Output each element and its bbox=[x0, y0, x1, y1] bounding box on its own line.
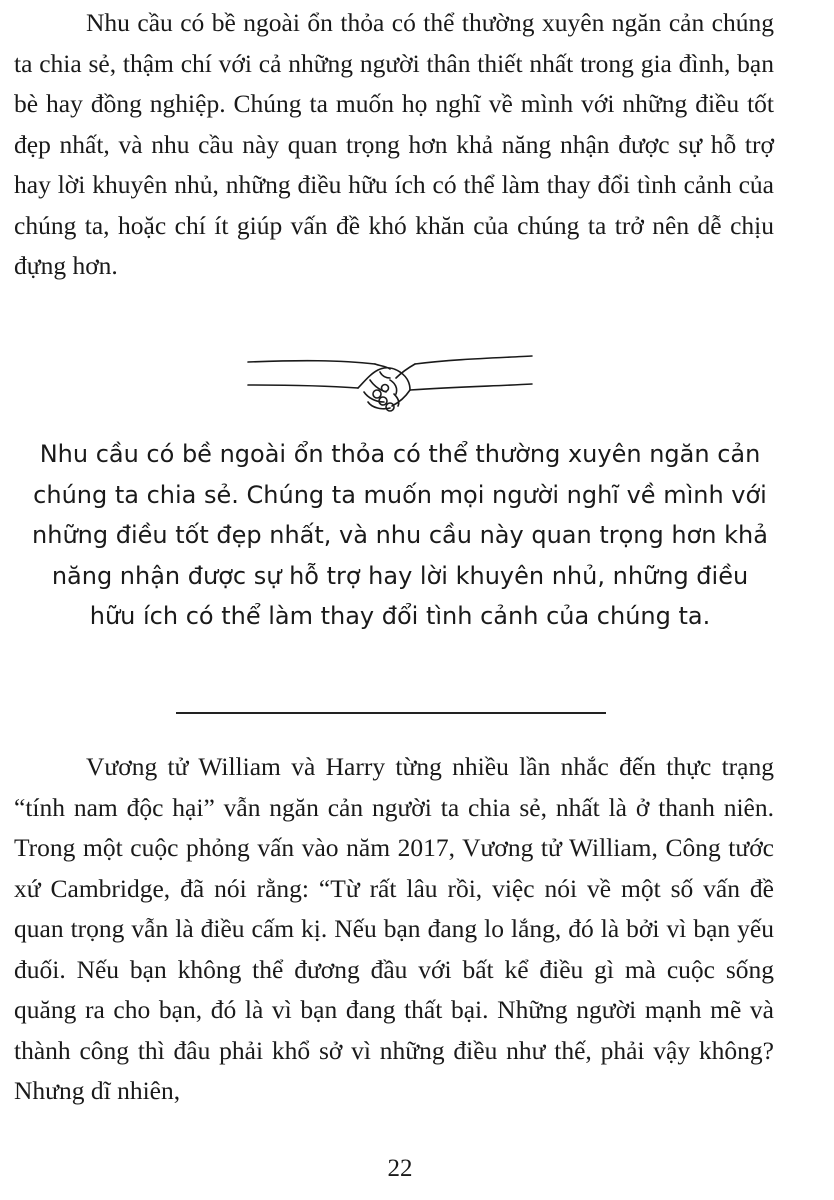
pull-quote-divider bbox=[176, 712, 606, 714]
page-number: 22 bbox=[387, 1155, 413, 1182]
body-paragraph-1: Nhu cầu có bề ngoài ổn thỏa có thể thường xuyên ngăn cản chúng ta chia sẻ, thậm chí với cả những người thân thiết nhất trong gia đình, bạn bè hay đồng nghiệp. Chúng ta muốn họ nghĩ về mình với những điều tốt đẹp nhất, và nhu cầu này quan trọng hơn khả năng nhận được sự hỗ trợ hay lời khuyên nhủ, những điều hữu ích có thể làm thay đổi tình cảnh của chúng ta, hoặc chí ít giúp vấn đề khó khăn của chúng ta trở nên dễ chịu đựng hơn. bbox=[14, 8, 774, 280]
pull-quote: Nhu cầu có bề ngoài ổn thỏa có thể thường xuyên ngăn cản chúng ta chia sẻ. Chúng ta muốn mọi người nghĩ về mình với những điều tốt đẹp nhất, và nhu cầu này quan trọng hơn khả năng nhận được sự hỗ trợ hay lời khuyên nhủ, những điều hữu ích có thể làm thay đổi tình cảnh của chúng ta. bbox=[32, 440, 768, 630]
body-paragraph-2: Vương tử William và Harry từng nhiều lần nhắc đến thực trạng “tính nam độc hại” vẫn ngăn cản người ta chia sẻ, nhất là ở thanh niên. Trong một cuộc phỏng vấn vào năm 2017, Vương tử William, Công tước xứ Cambridge, đã nói rằng: “Từ rất lâu rồi, việc nói về một số vấn đề quan trọng vẫn là điều cấm kị. Nếu bạn đang lo lắng, đó là bởi vì bạn yếu đuối. Nếu bạn không thể đương đầu với bất kể điều gì mà cuộc sống quăng ra cho bạn, đó là vì bạn đang thất bại. Những người mạnh mẽ và thành công thì đâu phải khổ sở vì những điều như thế, phải vậy không? Nhưng dĩ nhiên, bbox=[14, 752, 774, 1105]
handshake-icon bbox=[240, 350, 540, 420]
